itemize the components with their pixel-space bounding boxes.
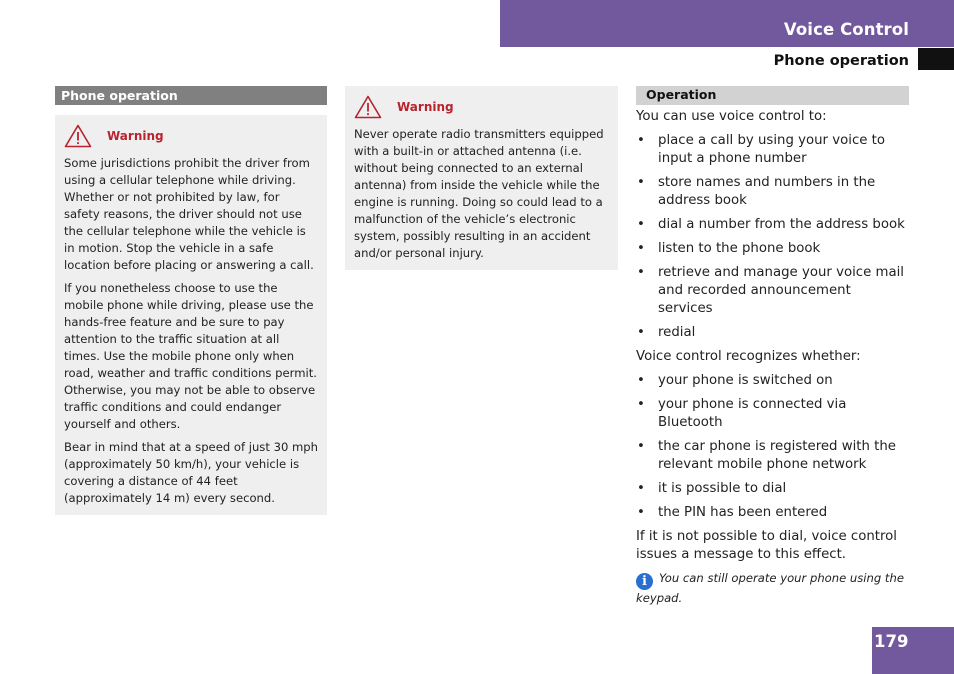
list-item: • place a call by using your voice to input a phone number bbox=[636, 132, 909, 168]
operation-heading: Operation bbox=[636, 86, 909, 105]
list-item: • listen to the phone book bbox=[636, 240, 909, 258]
info-icon: i bbox=[636, 573, 653, 590]
recognizes-list bbox=[636, 372, 909, 522]
list-item: • your phone is connected via Bluetooth bbox=[636, 396, 909, 432]
warning-header bbox=[64, 123, 318, 149]
warning-triangle-icon bbox=[354, 95, 382, 119]
list-item: • the PIN has been entered bbox=[636, 504, 909, 522]
right-column bbox=[636, 86, 909, 607]
warning-label: Warning bbox=[107, 128, 164, 143]
page-number: 179 bbox=[874, 632, 909, 651]
page-number-box bbox=[872, 627, 954, 674]
list-item: • the car phone is registered with the relevant mobile phone network bbox=[636, 438, 909, 474]
warning-paragraph: Never operate radio transmitters equipped with a built-in or attached antenna (i.e. without being connected to an external antenna) from inside the vehicle while the engine is running. Doing so could lead to a malfunction of the vehicle’s electronic system, possibly resulting in an accident and/or personal injury. bbox=[354, 127, 604, 260]
uses-list bbox=[636, 132, 909, 342]
section-tab-marker bbox=[918, 48, 954, 70]
list-item: • redial bbox=[636, 324, 909, 342]
warning-paragraph: Some jurisdictions prohibit the driver from using a cellular telephone while driving. Whether or not prohibited by law, for safety reasons, the driver should not use the cellular telephone while the vehicle is in motion. Stop the vehicle in a safe location before placing or answering a call. bbox=[64, 156, 314, 272]
list-item: • it is possible to dial bbox=[636, 480, 909, 498]
middle-column bbox=[345, 86, 618, 270]
warning-box-phone-use bbox=[55, 115, 327, 515]
section-title: Phone operation bbox=[773, 53, 909, 69]
chapter-title: Voice Control bbox=[783, 20, 909, 39]
uses-intro: You can use voice control to: bbox=[636, 109, 827, 124]
left-column bbox=[55, 86, 327, 515]
info-note bbox=[636, 570, 909, 607]
list-item: • retrieve and manage your voice mail and recorded announcement services bbox=[636, 264, 909, 318]
closing-paragraph: If it is not possible to dial, voice control issues a message to this effect. bbox=[636, 529, 897, 562]
list-item: • your phone is switched on bbox=[636, 372, 909, 390]
info-note-text: You can still operate your phone using the keypad. bbox=[636, 571, 904, 605]
phone-operation-heading: Phone operation bbox=[55, 86, 327, 105]
warning-triangle-icon bbox=[64, 124, 92, 148]
warning-header bbox=[354, 94, 609, 120]
warning-paragraph: If you nonetheless choose to use the mobile phone while driving, please use the hands-free feature and be sure to pay attention to the traffic situation at all times. Use the mobile phone only when road, weather and traffic conditions permit. Otherwise, you may not be able to observe traffic conditions and could endanger yourself and others. bbox=[64, 281, 317, 431]
warning-box-radio-transmitters bbox=[345, 86, 618, 270]
list-item: • store names and numbers in the address book bbox=[636, 174, 909, 210]
warning-paragraph: Bear in mind that at a speed of just 30 mph (approximately 50 km/h), your vehicle is covering a distance of 44 feet (approximately 14 m) every second. bbox=[64, 440, 319, 505]
recognizes-intro: Voice control recognizes whether: bbox=[636, 349, 861, 364]
warning-label: Warning bbox=[397, 99, 454, 114]
list-item: • dial a number from the address book bbox=[636, 216, 909, 234]
